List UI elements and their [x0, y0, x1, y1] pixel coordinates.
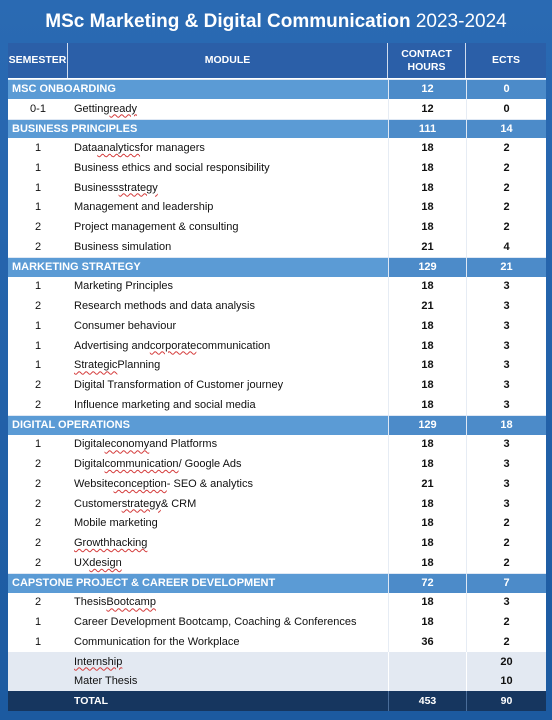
table-row [8, 277, 546, 297]
semester-cell: 2 [34, 556, 42, 569]
curriculum-table [8, 43, 546, 711]
table-row [8, 296, 546, 316]
contact-hours-cell: 18 [388, 395, 466, 415]
module-name: Growth hacking [74, 537, 148, 550]
module-name: Communication for the Workplace [74, 635, 240, 648]
ects-cell: 0 [466, 99, 546, 119]
module-name: Marketing Principles [74, 280, 174, 293]
semester-cell: 1 [34, 280, 42, 293]
section-row [8, 257, 546, 277]
ects-cell: 20 [466, 652, 546, 672]
header-ects: ECTS [491, 54, 520, 66]
semester-cell: 1 [34, 319, 42, 332]
module-name: Getting ready [74, 102, 137, 115]
section-name: CAPSTONE PROJECT & CAREER DEVELOPMENT [12, 577, 276, 590]
table-row [8, 632, 546, 652]
contact-hours-cell: 18 [388, 356, 466, 376]
ects-cell: 2 [466, 217, 546, 237]
semester-cell: 2 [34, 458, 42, 471]
ects-cell: 3 [466, 375, 546, 395]
semester-cell: 1 [34, 339, 42, 352]
table-row [8, 474, 546, 494]
header-semester: SEMESTER [8, 43, 68, 78]
ects-cell: 2 [466, 514, 546, 534]
semester-cell: 1 [34, 181, 42, 194]
semester-cell [8, 672, 68, 692]
module-name: Digital Transformation of Customer journey [74, 379, 284, 392]
contact-hours-cell: 18 [388, 217, 466, 237]
ects-cell: 3 [466, 296, 546, 316]
semester-cell: 2 [34, 300, 42, 313]
table-row [8, 336, 546, 356]
semester-cell [8, 691, 68, 711]
page-title [0, 6, 552, 38]
table-row [8, 612, 546, 632]
module-name: Business strategy [74, 181, 158, 194]
contact-hours-cell: 18 [388, 336, 466, 356]
contact-hours-cell: 72 [388, 574, 466, 593]
contact-hours-cell: 453 [388, 691, 466, 711]
semester-cell: 1 [34, 635, 42, 648]
header-contact-line2: HOURS [407, 60, 446, 73]
contact-hours-cell: 18 [388, 158, 466, 178]
contact-hours-cell: 18 [388, 494, 466, 514]
contact-hours-cell: 18 [388, 553, 466, 573]
table-row [8, 178, 546, 198]
module-name: Mater Thesis [74, 675, 138, 688]
module-name: Data analytics for managers [74, 142, 205, 155]
ects-cell: 2 [466, 533, 546, 553]
ects-cell: 0 [466, 80, 546, 99]
ects-cell: 3 [466, 395, 546, 415]
table-row [8, 395, 546, 415]
ects-cell: 2 [466, 632, 546, 652]
ects-cell: 3 [466, 316, 546, 336]
ects-cell: 7 [466, 574, 546, 593]
ects-cell: 10 [466, 672, 546, 692]
module-name: Business simulation [74, 240, 172, 253]
ects-cell: 3 [466, 593, 546, 613]
ects-cell: 90 [466, 691, 546, 711]
total-label: TOTAL [74, 695, 109, 708]
contact-hours-cell: 18 [388, 454, 466, 474]
contact-hours-cell: 18 [388, 277, 466, 297]
contact-hours-cell: 21 [388, 296, 466, 316]
contact-hours-cell: 129 [388, 416, 466, 435]
semester-cell: 1 [34, 142, 42, 155]
ects-cell: 4 [466, 237, 546, 257]
section-name: MARKETING STRATEGY [12, 261, 141, 274]
table-row [8, 375, 546, 395]
title-years: 2023-2024 [415, 11, 507, 32]
semester-cell: 1 [34, 161, 42, 174]
table-row [8, 158, 546, 178]
table-row [8, 99, 546, 119]
table-row [8, 652, 546, 672]
semester-cell: 2 [34, 517, 42, 530]
ects-cell: 2 [466, 612, 546, 632]
ects-cell: 2 [466, 158, 546, 178]
contact-hours-cell: 18 [388, 612, 466, 632]
contact-hours-cell: 12 [388, 99, 466, 119]
contact-hours-cell: 111 [388, 120, 466, 139]
semester-cell: 2 [34, 379, 42, 392]
semester-cell: 1 [34, 359, 42, 372]
module-name: Internship [74, 655, 123, 668]
semester-cell: 2 [34, 596, 42, 609]
module-name: Digital economy and Platforms [74, 438, 218, 451]
module-name: Website conception - SEO & analytics [74, 477, 253, 490]
table-header-row [8, 43, 546, 78]
ects-cell: 3 [466, 356, 546, 376]
header-contact-line1: CONTACT [401, 47, 452, 60]
contact-hours-cell: 36 [388, 632, 466, 652]
semester-cell: 2 [34, 537, 42, 550]
contact-hours-cell: 18 [388, 375, 466, 395]
table-row [8, 217, 546, 237]
semester-cell: 1 [34, 616, 42, 629]
contact-hours-cell: 18 [388, 514, 466, 534]
contact-hours-cell: 18 [388, 138, 466, 158]
table-row [8, 553, 546, 573]
contact-hours-cell: 21 [388, 474, 466, 494]
module-name: Customer strategy & CRM [74, 497, 197, 510]
semester-cell: 2 [34, 398, 42, 411]
section-row [8, 119, 546, 139]
table-row [8, 138, 546, 158]
table-row [8, 435, 546, 455]
contact-hours-cell: 18 [388, 316, 466, 336]
contact-hours-cell [388, 652, 466, 672]
title-degree: MSc [45, 11, 85, 32]
table-row [8, 533, 546, 553]
contact-hours-cell: 21 [388, 237, 466, 257]
module-name: Strategic Planning [74, 359, 161, 372]
ects-cell: 2 [466, 178, 546, 198]
section-name: MSC ONBOARDING [12, 83, 116, 96]
section-name: BUSINESS PRINCIPLES [12, 122, 138, 135]
ects-cell: 18 [466, 416, 546, 435]
semester-cell: 2 [34, 221, 42, 234]
ects-cell: 3 [466, 435, 546, 455]
table-row [8, 593, 546, 613]
semester-cell: 2 [34, 477, 42, 490]
contact-hours-cell: 18 [388, 178, 466, 198]
ects-cell: 14 [466, 120, 546, 139]
table-row [8, 356, 546, 376]
ects-cell: 2 [466, 138, 546, 158]
module-name: UX design [74, 556, 122, 569]
semester-cell: 2 [34, 497, 42, 510]
module-name: Research methods and data analysis [74, 300, 255, 313]
ects-cell: 2 [466, 198, 546, 218]
section-row [8, 573, 546, 593]
ects-cell: 3 [466, 336, 546, 356]
module-name: Business ethics and social responsibility [74, 161, 270, 174]
semester-cell: 0-1 [30, 102, 46, 115]
section-row [8, 415, 546, 435]
contact-hours-cell: 18 [388, 435, 466, 455]
table-row [8, 237, 546, 257]
contact-hours-cell: 18 [388, 198, 466, 218]
contact-hours-cell: 18 [388, 533, 466, 553]
ects-cell: 3 [466, 277, 546, 297]
module-name: Advertising and corporate communication [74, 339, 271, 352]
table-row [8, 672, 546, 692]
module-name: Mobile marketing [74, 517, 158, 530]
table-row [8, 514, 546, 534]
header-contact-hours [388, 43, 466, 78]
table-row [8, 494, 546, 514]
semester-cell: 1 [34, 201, 42, 214]
ects-cell: 2 [466, 553, 546, 573]
contact-hours-cell: 18 [388, 593, 466, 613]
title-program: Marketing & Digital Communication [89, 11, 411, 32]
ects-cell: 3 [466, 494, 546, 514]
module-name: Influence marketing and social media [74, 398, 256, 411]
contact-hours-cell [388, 672, 466, 692]
module-name: Career Development Bootcamp, Coaching & Conferences [74, 616, 357, 629]
semester-cell: 2 [34, 240, 42, 253]
contact-hours-cell: 129 [388, 258, 466, 277]
module-name: Consumer behaviour [74, 319, 177, 332]
ects-cell: 21 [466, 258, 546, 277]
module-name: Digital communication / Google Ads [74, 458, 242, 471]
module-name: Project management & consulting [74, 221, 239, 234]
ects-cell: 3 [466, 474, 546, 494]
section-row [8, 79, 546, 99]
table-row [8, 316, 546, 336]
table-row [8, 198, 546, 218]
table-row [8, 454, 546, 474]
module-name: Management and leadership [74, 201, 214, 214]
ects-cell: 3 [466, 454, 546, 474]
section-name: DIGITAL OPERATIONS [12, 419, 130, 432]
semester-cell [8, 652, 68, 672]
semester-cell: 1 [34, 438, 42, 451]
total-row [8, 691, 546, 711]
module-name: Thesis Bootcamp [74, 596, 156, 609]
contact-hours-cell: 12 [388, 80, 466, 99]
header-module: MODULE [68, 43, 388, 78]
